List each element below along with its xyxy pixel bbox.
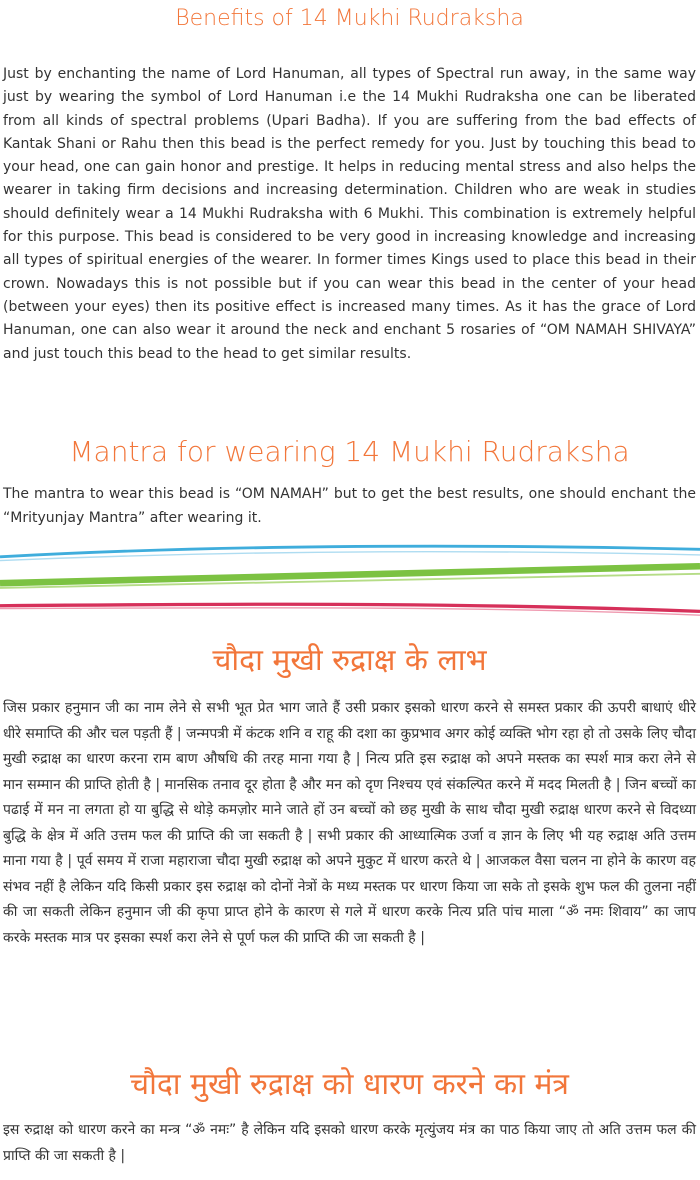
swoosh-divider-graphic <box>0 538 700 618</box>
mantra-heading-en: Mantra for wearing 14 Mukhi Rudraksha <box>69 435 630 468</box>
benefits-heading-en: Benefits of 14 Mukhi Rudraksha <box>175 6 524 31</box>
mantra-section-hi <box>0 1062 700 1169</box>
mantra-text-hi: इस रुद्राक्ष को धारण करने का मन्त्र “ॐ नमः” है लेकिन यदि इसको धारण करके मृत्युंजय मंत्र का पाठ किया जाए तो अति उत्तम फल की प्राप्ति की जा सकती है | <box>3 1122 696 1164</box>
decorative-swoosh-divider <box>0 538 700 618</box>
mantra-heading-hi: चौदा मुखी रुद्राक्ष को धारण करने का मंत्र <box>130 1067 569 1102</box>
benefits-section-en <box>0 0 700 366</box>
benefits-heading-hi: चौदा मुखी रुद्राक्ष के लाभ <box>212 643 487 678</box>
benefits-text-hi: जिस प्रकार हनुमान जी का नाम लेने से सभी भूत प्रेत भाग जाते हैं उसी प्रकार इसको धारण करने से समस्त प्रकार की ऊपरी बाधाएं धीरे धीरे समाप्ति की और चल पड़ती हैं | जन्मपत्री में कंटक शनि व राहू की दशा का कुप्रभाव अगर कोई व्यक्ति भोग रहा हो तो उसके लिए चौदा मुखी रुद्राक्ष का धारण करना राम बाण औषधि की तरह माना गया है | नित्य प्रति इस रुद्राक्ष को अपने मस्तक का स्पर्श मात्र करा लेने से मान सम्मान की प्राप्ति होती है | मानसिक तनाव दूर होता है और मन को दृण निश्चय एवं संकल्पित करने में मदद मिलती है | जिन बच्चों का पढाई में मन ना लगता हो या बुद्धि से थोड़े कमज़ोर माने जाते हों उन बच्चों को छह मुखी के साथ चौदा मुखी रुद्राक्ष धारण करने से विदध्या बुद्धि के क्षेत्र में अति उत्तम फल की प्राप्ति की जा सकती है | सभी प्रकार की आध्यात्मिक उर्जा व ज्ञान के लिए भी यह रुद्राक्ष अति उत्तम माना गया है | पूर्व समय में राजा महाराजा चौदा मुखी रुद्राक्ष को अपने मुकुट में धारण करते थे | आजकल वैसा चलन ना होने के कारण वह संभव नहीं है लेकिन यदि किसी प्रकार इस रुद्राक्ष को दोनों नेत्रों के मध्य मस्तक पर धारण किया जा सके तो इसके शुभ फल की तुलना नहीं की जा सकती लेकिन हनुमान जी की कृपा प्राप्त होने के कारण से गले में धारण करके नित्य प्रति पांच माला “ॐ नमः शिवाय” का जाप करके मस्तक मात्र पर इसका स्पर्श करा लेने से पूर्ण फल की प्राप्ति की जा सकती है | <box>3 700 696 946</box>
benefits-text-en: Just by enchanting the name of Lord Hanuman, all types of Spectral run away, in the same way just by wearing the symbol of Lord Hanuman i.e the 14 Mukhi Rudraksha one can be liberated from all kinds of spectral problems (Upari Badha). If you are suffering from the bad effects of Kantak Shani or Rahu then this bead is the perfect remedy for you. Just by touching this bead to your head, one can gain honor and prestige. It helps in reducing mental stress and also helps the wearer in taking firm decisions and increasing determination. Children who are weak in studies should definitely wear a 14 Mukhi Rudraksha with 6 Mukhi. This combination is extremely helpful for this purpose. This bead is considered to be very good in increasing knowledge and increasing all types of spiritual energies of the wearer. In former times Kings used to place this bead in their crown. Nowadays this is not possible but if you can wear this bead in the center of your head (between your eyes) then its positive effect is increased many times. As it has the grace of Lord Hanuman, one can also wear it around the neck and enchant 5 rosaries of “OM NAMAH SHIVAYA” and just touch this bead to the head to get similar results. <box>3 66 696 362</box>
benefits-section-hi <box>0 638 700 951</box>
mantra-text-en: The mantra to wear this bead is “OM NAMAH” but to get the best results, one should enchant the “Mrityunjay Mantra” after wearing it. <box>3 486 696 526</box>
mantra-section-en <box>0 432 700 530</box>
